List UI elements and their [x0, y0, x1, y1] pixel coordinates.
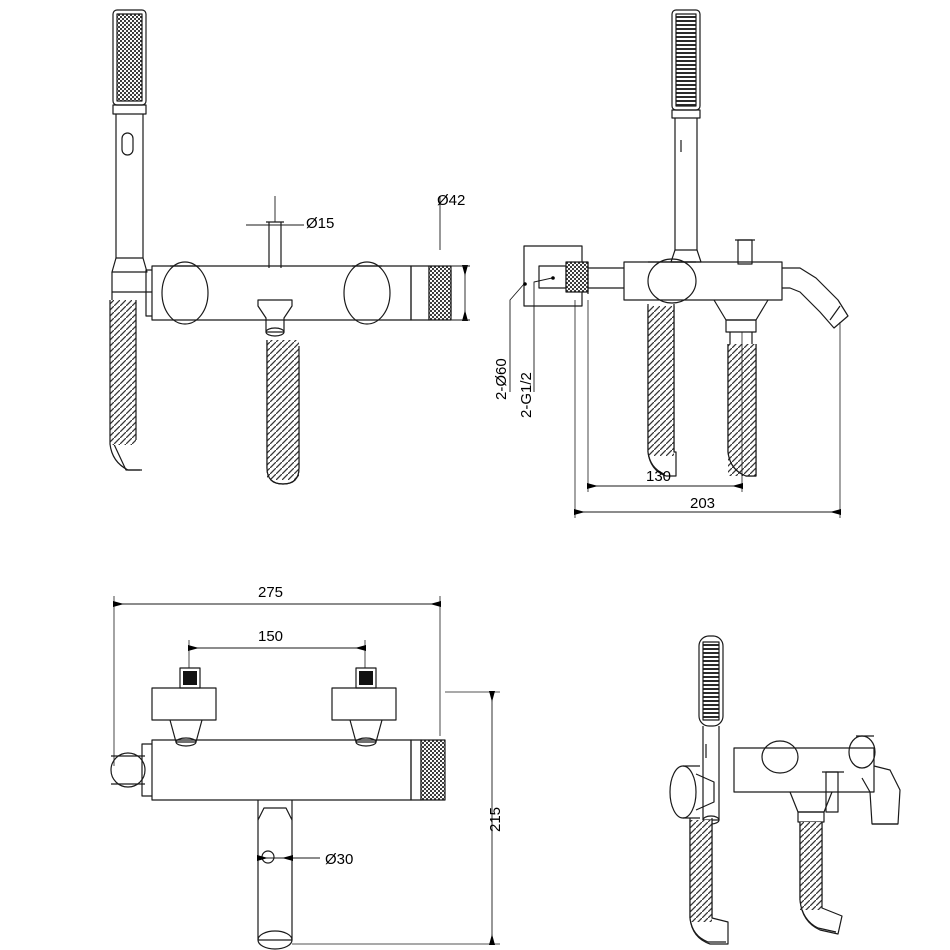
side-view-geometry	[524, 10, 848, 476]
dim-label-130: 130	[646, 468, 672, 485]
dim-label-2-dia60: 2-Ø60	[493, 358, 510, 400]
top-dim-215	[292, 692, 500, 944]
side-dim-203	[575, 300, 840, 518]
dim-label-dia42: Ø42	[437, 192, 466, 209]
dim-label-dia15: Ø15	[306, 215, 335, 232]
dim-label-215: 215	[487, 806, 504, 832]
dim-label-275: 275	[258, 584, 284, 601]
dim-label-2-g12: 2-G1/2	[518, 372, 535, 418]
front-dim-dia15	[246, 196, 304, 225]
front-view-geometry	[110, 10, 451, 484]
dim-label-dia30: Ø30	[325, 851, 354, 868]
top-view-geometry	[111, 668, 445, 949]
isometric-view-geometry	[670, 636, 900, 944]
dim-label-150: 150	[258, 628, 284, 645]
dim-label-203: 203	[690, 495, 716, 512]
